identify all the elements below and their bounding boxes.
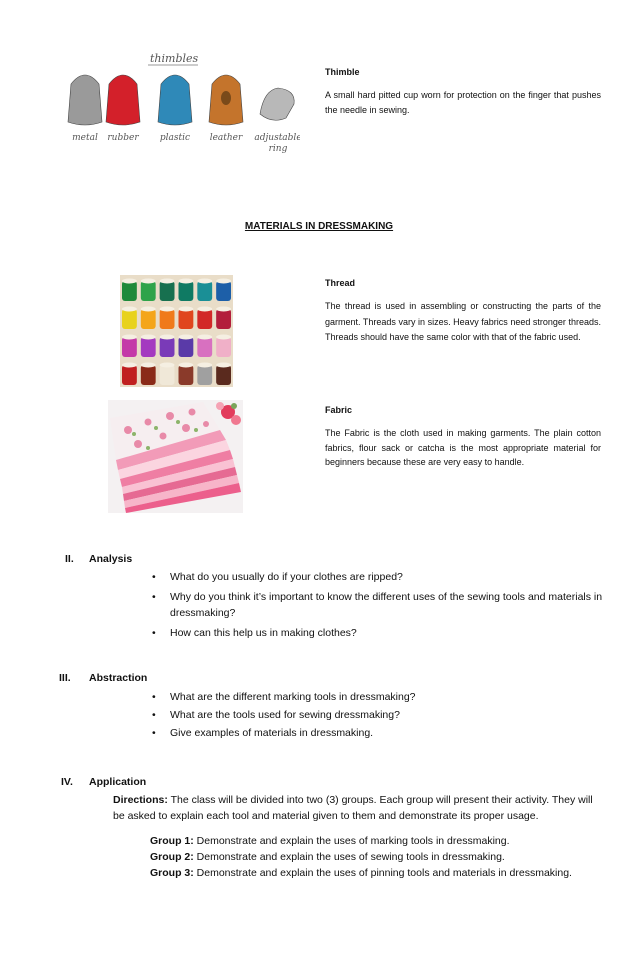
thimble-metal-icon <box>68 75 102 125</box>
group-label: Group 3: <box>150 867 194 879</box>
group-item <box>150 849 605 865</box>
thimbles-illustration <box>50 48 300 158</box>
thread-spool <box>141 337 156 357</box>
group-label: Group 1: <box>150 835 194 847</box>
thread-image <box>120 275 233 387</box>
thread-spool <box>122 337 137 357</box>
thimbles-title: thimbles <box>150 52 199 65</box>
thread-spool <box>179 309 194 329</box>
thread-spool <box>141 309 156 329</box>
thimble-title: Thimble <box>325 67 360 77</box>
directions-label: Directions: <box>113 794 168 806</box>
application-number: IV. <box>61 776 73 788</box>
thread-spool <box>122 365 137 385</box>
list-item: • What do you usually do if your clothes are ripped? <box>148 569 603 585</box>
thimble-label: ring <box>268 144 288 154</box>
thread-spool <box>160 337 175 357</box>
thimble-label: adjustable <box>254 133 300 143</box>
list-item: • How can this help us in making clothes? <box>148 625 603 641</box>
fabric-image <box>108 400 243 513</box>
group-text: Demonstrate and explain the uses of marking tools in dressmaking. <box>196 835 510 847</box>
thread-spool <box>216 337 231 357</box>
thread-spool <box>179 337 194 357</box>
thread-spool <box>141 281 156 301</box>
thread-spool <box>197 365 212 385</box>
thread-spool <box>160 309 175 329</box>
thread-spool <box>160 365 175 385</box>
thread-spool <box>122 309 137 329</box>
thimbles-drawing <box>50 48 300 158</box>
abstraction-list <box>148 689 603 741</box>
thread-spool <box>141 365 156 385</box>
group-list <box>150 833 605 881</box>
thimble-plastic-icon <box>158 75 192 125</box>
thread-title: Thread <box>325 278 356 288</box>
group-label: Group 2: <box>150 851 194 863</box>
materials-heading: MATERIALS IN DRESSMAKING <box>244 221 394 232</box>
thread-spool <box>216 281 231 301</box>
application-heading: Application <box>89 776 147 788</box>
thimble-label: rubber <box>107 133 139 143</box>
application-directions <box>113 792 603 824</box>
analysis-list <box>148 569 603 641</box>
group-text: Demonstrate and explain the uses of sewing tools in dressmaking. <box>196 851 505 863</box>
group-text: Demonstrate and explain the uses of pinning tools and materials in dressmaking. <box>196 867 572 879</box>
list-item: • Why do you think it’s important to know the different uses of the sewing tools and materials in dressmaking? <box>148 589 603 621</box>
thread-description: The thread is used in assembling or constructing the parts of the garment. Threads vary in sizes. Heavy fabrics need stronger threads. Threads should have the same color with that of the fabric used. <box>325 301 601 342</box>
abstraction-heading: Abstraction <box>89 672 148 684</box>
thread-spool <box>197 281 212 301</box>
thread-spool <box>216 309 231 329</box>
thread-spool <box>216 365 231 385</box>
thimble-adjustable-icon <box>260 88 294 120</box>
list-item: • Give examples of materials in dressmaking. <box>148 725 603 741</box>
thimble-rubber-icon <box>106 75 140 125</box>
directions-text: The class will be divided into two (3) groups. Each group will present their activity. They will be asked to explain each tool and material given to them and demonstrate its proper usage. <box>113 794 593 822</box>
fabric-stack <box>108 400 243 513</box>
thread-spool <box>179 365 194 385</box>
list-item: • What are the tools used for sewing dressmaking? <box>148 707 603 723</box>
thread-spool <box>160 281 175 301</box>
thimble-description: A small hard pitted cup worn for protection on the finger that pushes the needle in sewing. <box>325 90 601 115</box>
thread-spools <box>120 275 233 387</box>
fabric-title: Fabric <box>325 405 353 415</box>
thimble-label: metal <box>72 133 98 143</box>
thread-spool <box>197 337 212 357</box>
analysis-heading: Analysis <box>89 553 133 565</box>
group-item <box>150 865 605 881</box>
thimble-label: plastic <box>159 133 191 143</box>
thread-spool <box>122 281 137 301</box>
thimble-label: leather <box>209 133 243 143</box>
analysis-number: II. <box>65 553 74 565</box>
thread-spool <box>179 281 194 301</box>
fabric-description: The Fabric is the cloth used in making garments. The plain cotton fabrics, flour sack or catcha is the most appropriate material for beginners because these are very easy to handle. <box>325 428 601 467</box>
group-item <box>150 833 605 849</box>
abstraction-number: III. <box>59 672 71 684</box>
list-item: • What are the different marking tools in dressmaking? <box>148 689 603 705</box>
thread-spool <box>197 309 212 329</box>
